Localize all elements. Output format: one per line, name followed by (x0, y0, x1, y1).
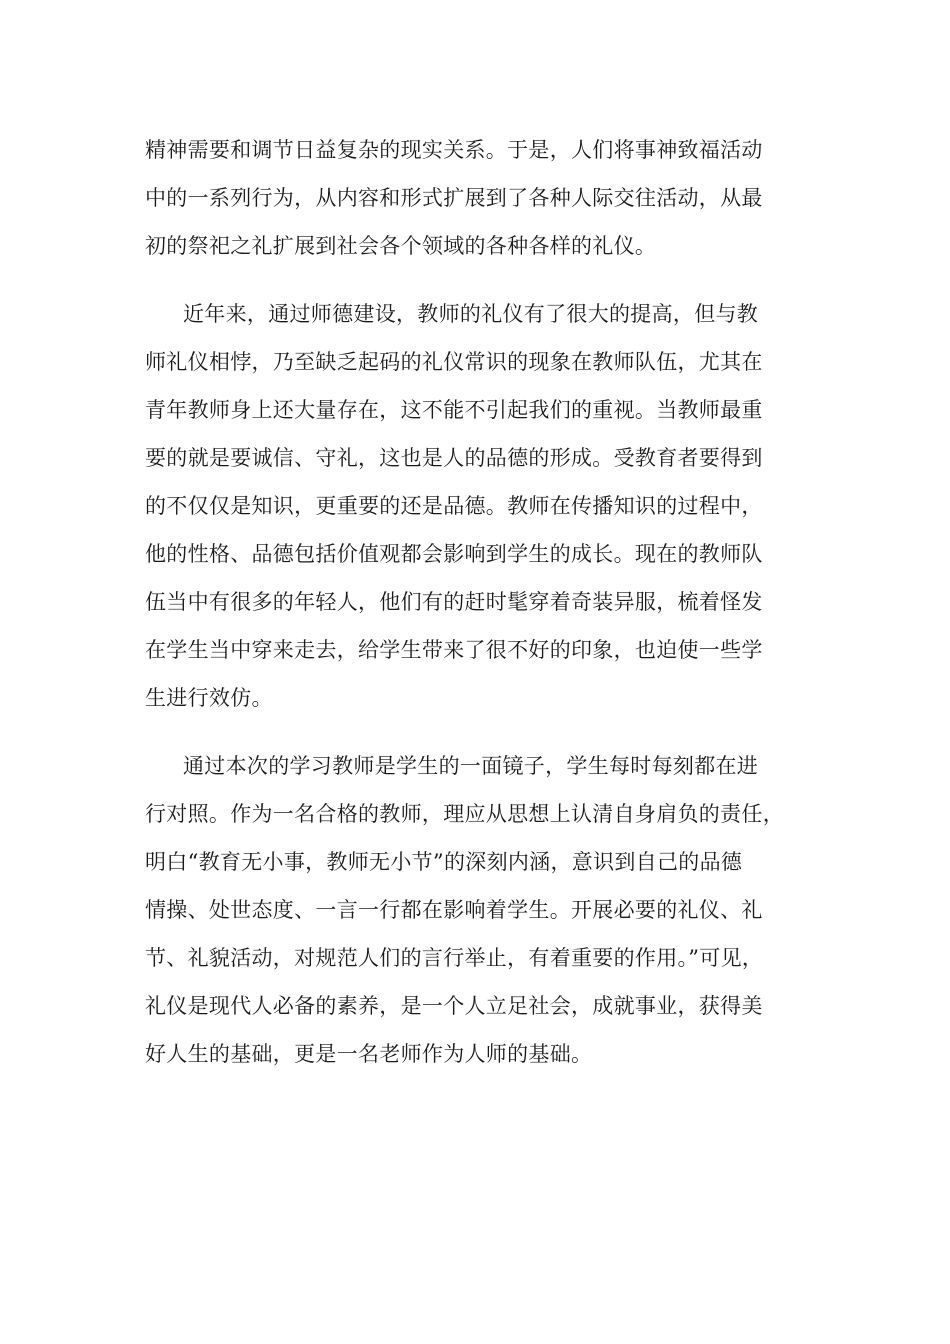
document-page (145, 126, 807, 1098)
text-line: 礼仪是现代人必备的素养，是一个人立足社会，成就事业，获得美 (145, 994, 763, 1018)
text-line: 伍当中有很多的年轻人，他们有的赶时髦穿着奇装异服，梳着怪发 (145, 590, 763, 614)
text-line: 他的性格、品德包括价值观都会影响到学生的成长。现在的教师队 (145, 542, 763, 566)
text-line: 要的就是要诚信、守礼，这也是人的品德的形成。受教育者要得到 (145, 446, 763, 470)
text-line: 通过本次的学习教师是学生的一面镜子，学生每时每刻都在进 (183, 754, 759, 778)
text-line: 节、礼貌活动，对规范人们的言行举止，有着重要的作用。”可见， (145, 946, 764, 970)
text-line: 在学生当中穿来走去，给学生带来了很不好的印象，也迫使一些学 (145, 638, 763, 662)
text-line: 好人生的基础，更是一名老师作为人师的基础。 (145, 1042, 593, 1066)
paragraph-3 (145, 742, 807, 1078)
text-line: 精神需要和调节日益复杂的现实关系。于是，人们将事神致福活动 (145, 138, 763, 162)
text-line: 行对照。作为一名合格的教师，理应从思想上认清自身肩负的责任， (145, 802, 784, 826)
text-line: 情操、处世态度、一言一行都在影响着学生。开展必要的礼仪、礼 (145, 898, 763, 922)
paragraph-1 (145, 126, 807, 270)
text-line: 生进行效仿。 (145, 686, 273, 710)
text-line: 的不仅仅是知识，更重要的还是品德。教师在传播知识的过程中， (145, 494, 763, 518)
text-line: 明白“教育无小事，教师无小节”的深刻内涵，意识到自己的品德 (145, 850, 743, 874)
text-line: 近年来，通过师德建设，教师的礼仪有了很大的提高，但与教 (183, 302, 759, 326)
text-line: 师礼仪相悖，乃至缺乏起码的礼仪常识的现象在教师队伍，尤其在 (145, 350, 763, 374)
text-line: 中的一系列行为，从内容和形式扩展到了各种人际交往活动，从最 (145, 186, 763, 210)
text-line: 青年教师身上还大量存在，这不能不引起我们的重视。当教师最重 (145, 398, 763, 422)
text-line: 初的祭祀之礼扩展到社会各个领域的各种各样的礼仪。 (145, 234, 657, 258)
paragraph-2 (145, 290, 807, 722)
